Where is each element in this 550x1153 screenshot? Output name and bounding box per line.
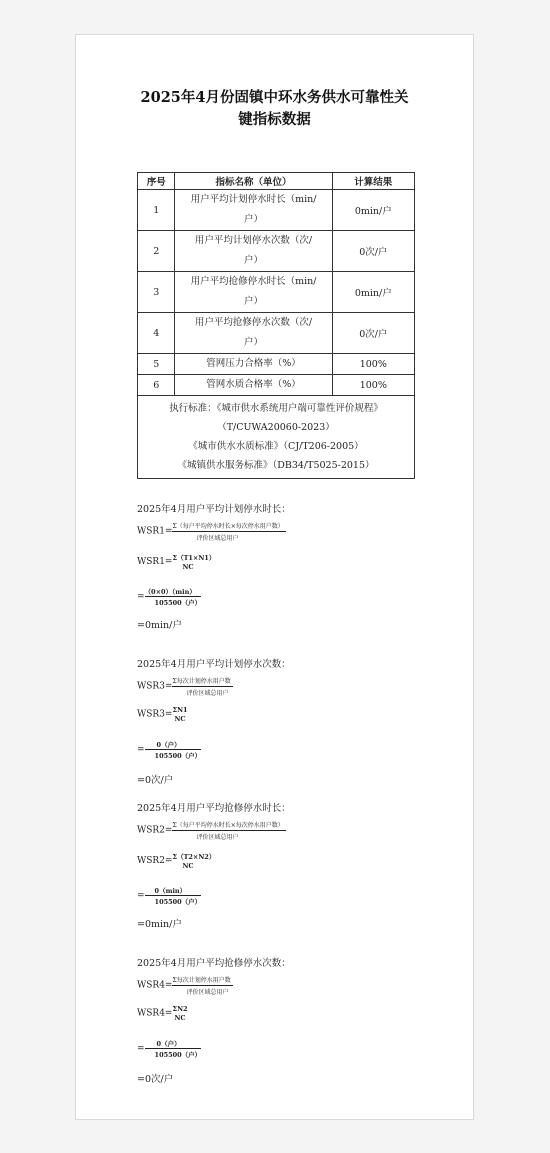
formula-result: =0次/户 — [137, 1074, 174, 1085]
formula-general — [137, 676, 233, 697]
row-name-b: 户） — [244, 214, 264, 225]
formula-symbolic — [137, 1005, 188, 1022]
fraction — [145, 587, 202, 607]
numerator: Σ（每户平均停水时长×每次停水用户数） — [172, 822, 284, 829]
row-result: 0次/户 — [332, 231, 414, 272]
denominator: 评价区域总用户 — [196, 535, 239, 542]
formula-numeric — [137, 1039, 201, 1059]
numerator: 0（min） — [145, 886, 202, 896]
formula-lhs: WSR3= — [137, 709, 173, 720]
denominator: 评价区域总用户 — [186, 989, 229, 996]
title-line-2: 键指标数据 — [238, 111, 311, 128]
numerator: Σ（T1×N1） — [172, 554, 216, 562]
formula-numeric — [137, 587, 201, 607]
denominator: 105500（户） — [154, 752, 202, 760]
row-result: 0min/户 — [332, 272, 414, 313]
row-no: 2 — [138, 231, 175, 272]
row-name-a: 用户平均计划停水次数（次/ — [194, 235, 313, 246]
fraction — [172, 975, 232, 996]
standard-line: 执行标准：《城市供水系统用户端可靠性评价规程》 — [169, 403, 383, 414]
row-name-a: 用户平均抢修停水次数（次/ — [194, 317, 313, 328]
row-name-a: 用户平均计划停水时长（min/ — [190, 194, 317, 205]
row-name — [175, 313, 332, 354]
formula-result: =0次/户 — [137, 775, 174, 786]
denominator: 105500（户） — [154, 898, 202, 906]
numerator: Σ每次计划停水用户数 — [172, 977, 231, 984]
fraction — [172, 676, 232, 697]
row-result: 100% — [332, 354, 414, 375]
standard-line: 《城镇供水服务标准》（DB34/T5025-2015） — [177, 460, 375, 471]
fraction — [145, 1039, 202, 1059]
row-name-b: 户） — [244, 255, 264, 266]
fraction — [172, 553, 215, 571]
page-title — [76, 87, 473, 131]
standards-cell — [138, 396, 415, 479]
fraction — [172, 521, 285, 542]
formula-lhs: WSR2= — [137, 856, 173, 866]
formula-lhs: = — [137, 1044, 145, 1054]
denominator: 105500（户） — [154, 1051, 202, 1059]
table-row — [138, 354, 415, 375]
standards-row — [138, 396, 415, 479]
numerator: Σ（T2×N2） — [172, 853, 216, 861]
header-result: 计算结果 — [332, 173, 414, 190]
numerator: ΣN1 — [172, 706, 188, 714]
numerator: 0（户） — [145, 1039, 202, 1049]
denominator: NC — [174, 715, 186, 723]
row-result: 100% — [332, 375, 414, 396]
row-name: 管网压力合格率（%） — [175, 354, 332, 375]
formula-general — [137, 820, 286, 841]
formula-general — [137, 521, 286, 542]
row-result: 0min/户 — [332, 190, 414, 231]
formula-result: =0min/户 — [137, 620, 182, 631]
section-title: 2025年4月用户平均抢修停水次数： — [137, 958, 291, 969]
numerator: Σ（每户平均停水时长×每次停水用户数） — [172, 523, 284, 530]
numerator: ΣN2 — [172, 1005, 188, 1013]
section-title: 2025年4月用户平均计划停水时长： — [137, 504, 291, 515]
formula-lhs: WSR4= — [137, 1008, 173, 1019]
fraction — [145, 740, 202, 760]
formula-symbolic — [137, 852, 215, 870]
header-name: 指标名称（单位） — [175, 173, 332, 190]
formula-lhs: WSR2= — [137, 825, 173, 836]
header-no: 序号 — [138, 173, 175, 190]
row-no: 3 — [138, 272, 175, 313]
formula-lhs: = — [137, 745, 145, 755]
formula-general — [137, 975, 233, 996]
standard-line: （T/CUWA20060-2023） — [217, 422, 335, 433]
formula-numeric — [137, 886, 201, 906]
formula-symbolic — [137, 706, 188, 723]
formula-lhs: = — [137, 592, 145, 602]
row-name — [175, 190, 332, 231]
section-title: 2025年4月用户平均抢修停水时长： — [137, 803, 291, 814]
table-header-row — [138, 173, 415, 190]
fraction — [145, 886, 202, 906]
formula-lhs: WSR1= — [137, 557, 173, 567]
indicator-table — [137, 172, 415, 479]
row-no: 4 — [138, 313, 175, 354]
row-name-b: 户） — [244, 296, 264, 307]
row-no: 5 — [138, 354, 175, 375]
table-row — [138, 272, 415, 313]
formula-lhs: = — [137, 891, 145, 901]
table-row — [138, 231, 415, 272]
numerator: Σ每次计划停水用户数 — [172, 678, 231, 685]
formula-symbolic — [137, 553, 215, 571]
formula-lhs: WSR3= — [137, 681, 173, 692]
row-no: 1 — [138, 190, 175, 231]
section-title: 2025年4月用户平均计划停水次数： — [137, 659, 291, 670]
fraction — [172, 706, 187, 723]
table-row — [138, 190, 415, 231]
row-name: 管网水质合格率（%） — [175, 375, 332, 396]
denominator: 评价区域总用户 — [196, 834, 239, 841]
row-name-b: 户） — [244, 337, 264, 348]
title-line-1: 2025年4月份固镇中环水务供水可靠性关 — [140, 89, 409, 106]
table-row — [138, 313, 415, 354]
fraction — [172, 1005, 187, 1022]
row-name — [175, 231, 332, 272]
fraction — [172, 820, 285, 841]
denominator: NC — [182, 563, 194, 571]
formula-numeric — [137, 740, 201, 760]
row-name-a: 用户平均抢修停水时长（min/ — [190, 276, 317, 287]
document-page — [75, 34, 474, 1120]
numerator: （0×0）（min） — [145, 587, 202, 597]
numerator: 0（户） — [145, 740, 202, 750]
formula-result: =0min/户 — [137, 919, 182, 930]
denominator: 评价区域总用户 — [186, 690, 229, 697]
fraction — [172, 852, 215, 870]
row-name — [175, 272, 332, 313]
formula-lhs: WSR1= — [137, 526, 173, 537]
table-row — [138, 375, 415, 396]
standard-line: 《城市供水水质标准》（CJ/T206-2005） — [188, 441, 364, 452]
denominator: NC — [174, 1014, 186, 1022]
row-result: 0次/户 — [332, 313, 414, 354]
row-no: 6 — [138, 375, 175, 396]
denominator: 105500（户） — [154, 599, 202, 607]
formula-lhs: WSR4= — [137, 980, 173, 991]
denominator: NC — [182, 862, 194, 870]
